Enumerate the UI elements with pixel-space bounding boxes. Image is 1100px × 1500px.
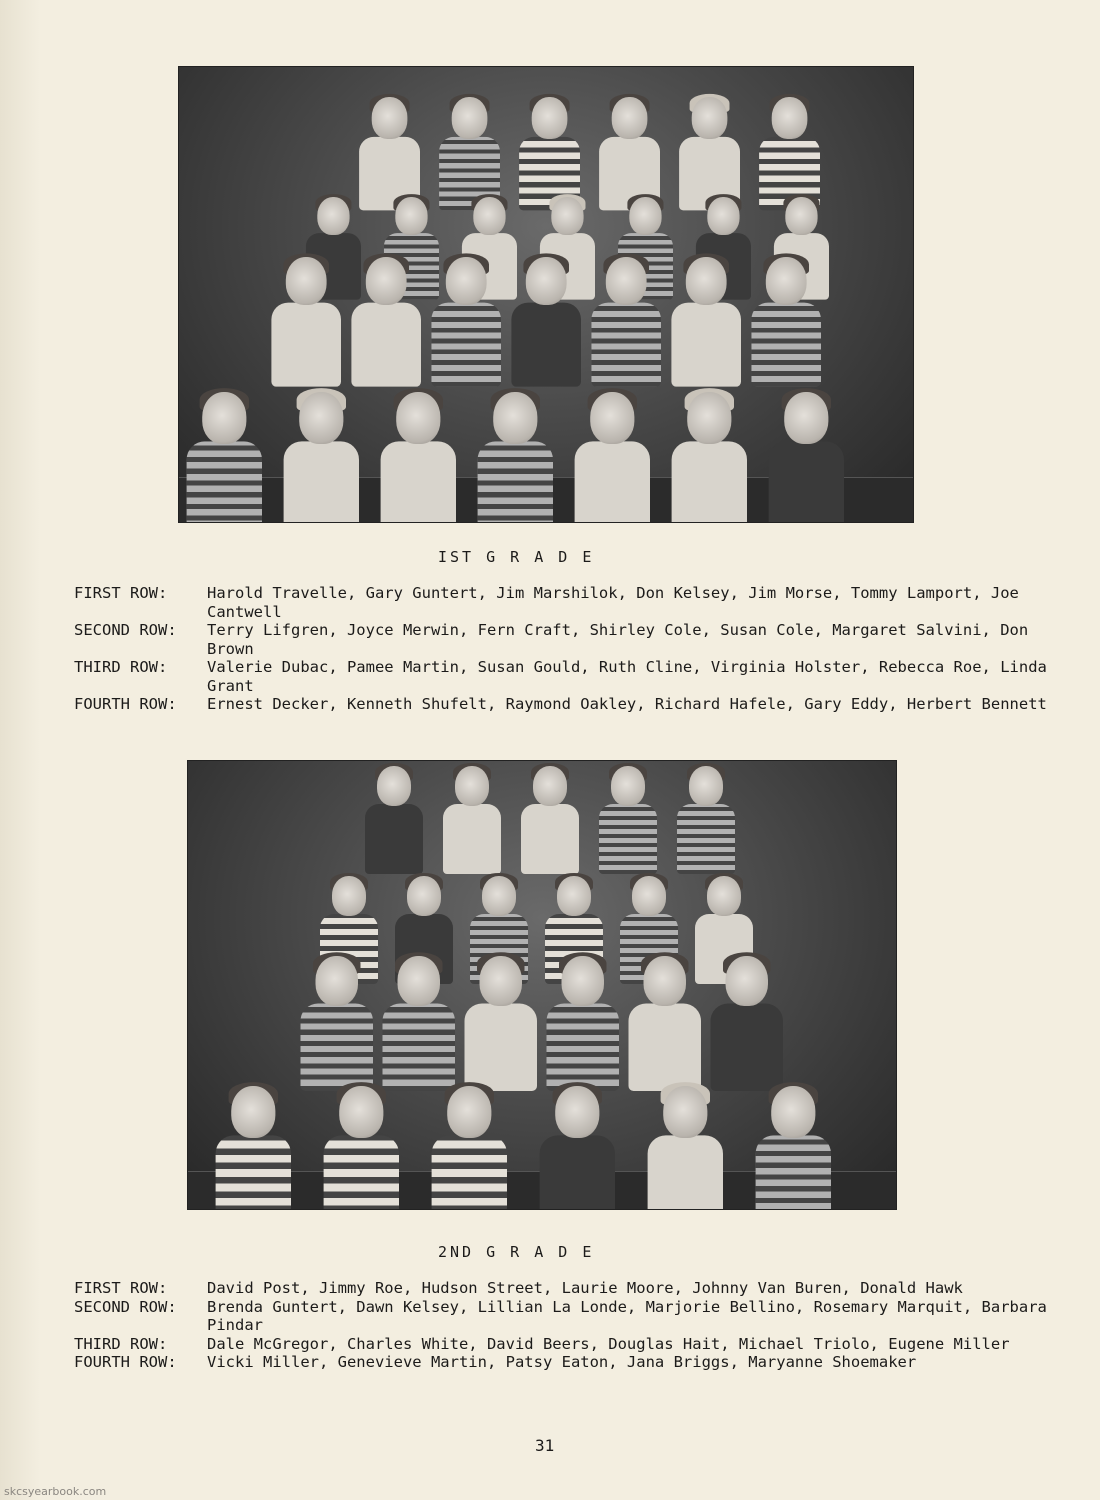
row-label: FOURTH ROW: [74, 1353, 177, 1371]
row-label: SECOND ROW: [74, 621, 177, 639]
row-names: Valerie Dubac, Pamee Martin, Susan Gould, Ruth Cline, Virginia Holster, Rebecca Roe, Linda Grant [207, 658, 1047, 695]
page-number: 31 [535, 1436, 555, 1455]
row-names: Dale McGregor, Charles White, David Beers, Douglas Hait, Michael Triolo, Eugene Miller [207, 1334, 1010, 1353]
row-label: FIRST ROW: [74, 1279, 168, 1297]
roster-row [74, 1353, 1047, 1372]
section-title-1st-grade: IST G R A D E [438, 548, 595, 566]
roster-1st-grade [74, 584, 1047, 714]
roster-2nd-grade [74, 1279, 1047, 1372]
row-names: Brenda Guntert, Dawn Kelsey, Lillian La Londe, Marjorie Bellino, Rosemary Marquit, Barbara Pindar [207, 1297, 1047, 1334]
roster-row [74, 658, 1047, 695]
row-names: Harold Travelle, Gary Guntert, Jim Marshilok, Don Kelsey, Jim Morse, Tommy Lamport, Joe Cantwell [207, 584, 1019, 621]
row-names: Vicki Miller, Genevieve Martin, Patsy Eaton, Jana Briggs, Maryanne Shoemaker [207, 1353, 917, 1371]
roster-row [74, 1335, 1047, 1354]
class-photo-2nd-grade [187, 760, 897, 1210]
row-names: David Post, Jimmy Roe, Hudson Street, Laurie Moore, Johnny Van Buren, Donald Hawk [207, 1279, 963, 1297]
page-edge [0, 0, 40, 1500]
section-title-2nd-grade: 2ND G R A D E [438, 1243, 595, 1261]
roster-row [74, 695, 1047, 714]
row-names: Ernest Decker, Kenneth Shufelt, Raymond Oakley, Richard Hafele, Gary Eddy, Herbert Bennett [207, 695, 1047, 713]
roster-row [74, 1279, 1047, 1298]
watermark: skcsyearbook.com [4, 1485, 107, 1498]
class-photo-1st-grade [178, 66, 914, 523]
row-label: THIRD ROW: [74, 1334, 168, 1353]
row-label: FOURTH ROW: [74, 695, 177, 713]
roster-row [74, 621, 1047, 658]
row-label: THIRD ROW: [74, 658, 168, 676]
row-label: FIRST ROW: [74, 584, 168, 602]
row-names: Terry Lifgren, Joyce Merwin, Fern Craft, Shirley Cole, Susan Cole, Margaret Salvini, Don Brown [207, 621, 1029, 658]
roster-row [74, 1298, 1047, 1335]
row-label: SECOND ROW: [74, 1297, 177, 1316]
roster-row [74, 584, 1047, 621]
